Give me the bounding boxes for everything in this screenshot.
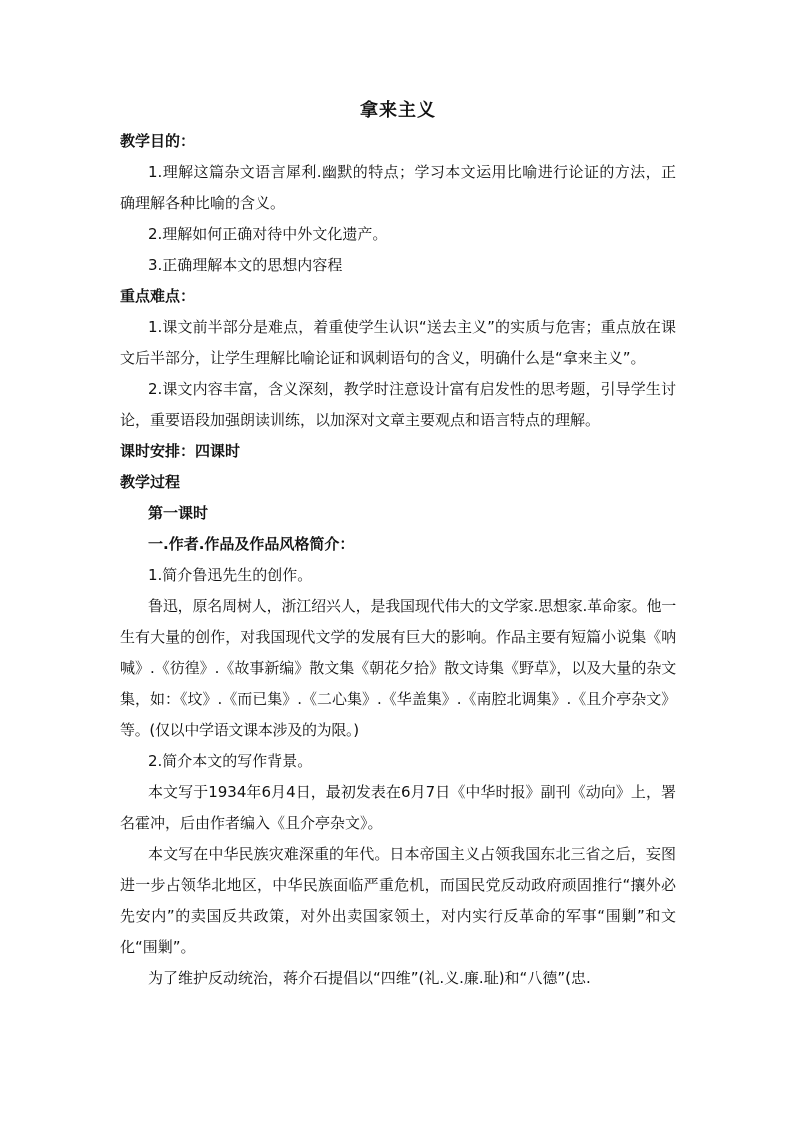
process-paragraph: 本文写于1934年6月4日，最初发表在6月7日《中华时报》副刊《动向》上，署名霍冲，后由作者编入《且介亭杂文》。 — [120, 783, 676, 832]
objective-item: 2.理解如何正确对待中外文化遗产。 — [148, 225, 388, 243]
process-paragraph: 1.简介鲁迅先生的创作。 — [148, 566, 313, 584]
key-point-item: 1.课文前半部分是难点，着重使学生认识“送去主义”的实质与危害；重点放在课文后半部分，让学生理解比喻论证和讽刺语句的含义，明确什么是“拿来主义”。 — [120, 318, 676, 367]
process-paragraph: 2.简介本文的写作背景。 — [148, 752, 313, 770]
process-paragraph: 鲁迅，原名周树人，浙江绍兴人，是我国现代伟大的文学家.思想家.革命家。他一生有大量的创作，对我国现代文学的发展有巨大的影响。作品主要有短篇小说集《呐喊》.《彷徨》.《故事新编》散文集《朝花夕拾》散文诗集《野草》，以及大量的杂文集，如：《坟》.《而已集》.《二心集》.《华盖集》.《南腔北调集》.《且介亭杂文》等。(仅以中学语文课本涉及的为限。) — [120, 597, 676, 739]
lesson-heading: 第一课时 — [148, 504, 209, 522]
objectives-heading: 教学目的： — [120, 132, 196, 150]
key-points-heading: 重点难点： — [120, 287, 196, 305]
process-paragraph: 本文写在中华民族灾难深重的年代。日本帝国主义占领我国东北三省之后，妄图进一步占领华北地区，中华民族面临严重危机，而国民党反动政府顽固推行“攘外必先安内”的卖国反共政策，对外出卖国家领土，对内实行反革命的军事“围剿”和文化“围剿”。 — [120, 845, 676, 956]
objective-item: 1.理解这篇杂文语言犀利.幽默的特点；学习本文运用比喻进行论证的方法，正确理解各种比喻的含义。 — [120, 163, 676, 212]
process-heading: 教学过程 — [120, 473, 181, 491]
document-body — [120, 96, 676, 994]
part-heading: 一.作者.作品及作品风格简介： — [148, 535, 355, 553]
document-title: 拿来主义 — [360, 100, 436, 121]
key-point-item: 2.课文内容丰富，含义深刻，教学时注意设计富有启发性的思考题，引导学生讨论，重要语段加强朗读训练，以加深对文章主要观点和语言特点的理解。 — [120, 380, 676, 429]
schedule-heading: 课时安排：四课时 — [120, 442, 241, 460]
objective-item: 3.正确理解本文的思想内容程 — [148, 256, 343, 274]
process-paragraph: 为了维护反动统治，蒋介石提倡以“四维”(礼.义.廉.耻)和“八德”(忠. — [148, 969, 591, 987]
